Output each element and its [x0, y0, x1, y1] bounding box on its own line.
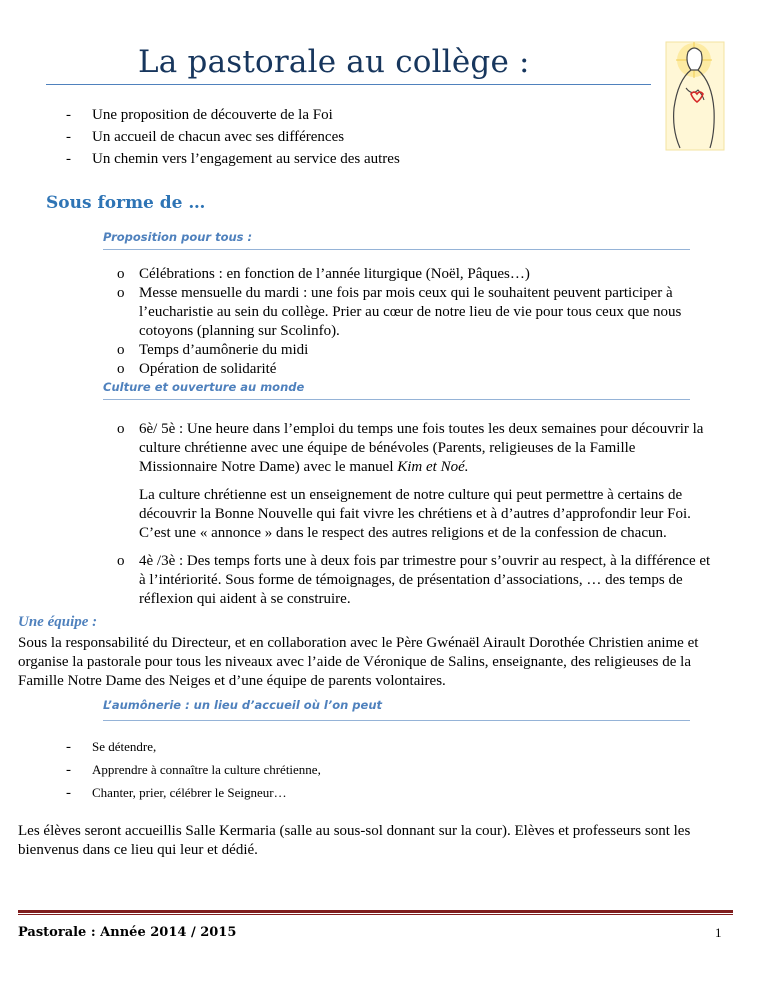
equipe-text: Sous la responsabilité du Directeur, et en collaboration avec le Père Gwénaël Airault Dorothée Christien anime et organise la pastorale pour tous les niveaux avec l’aide de Véronique de Salins, enseignante, des religieuses de la Famille Notre Dame des Neiges et d’une équipe de parents volontaires. [18, 635, 699, 689]
list-item: - Chanter, prier, célébrer le Seigneur… [66, 785, 287, 801]
list-item: - Un chemin vers l’engagement au service des autres [66, 151, 400, 167]
proposition-heading: Proposition pour tous : [103, 230, 253, 244]
culture-divider [103, 399, 690, 400]
page-title: La pastorale au collège : [138, 44, 530, 80]
page-number: 1 [715, 925, 722, 940]
culture-item-1-text: 6è/ 5è : Une heure dans l’emploi du temps une fois toutes les deux semaines pour découvrir la culture chrétienne avec une équipe de bénévoles (Parents, religieuses de la Famille Missionnaire Notre Dame) avec le manuel [139, 421, 704, 475]
aumonerie-list [66, 738, 321, 807]
list-item: o Opération de solidarité [117, 361, 277, 377]
section-heading: Sous forme de … [46, 193, 206, 213]
intro-list [66, 104, 400, 170]
equipe-heading: Une équipe : [18, 614, 98, 630]
proposition-divider [103, 249, 690, 250]
list-item: o Temps d’aumônerie du midi [117, 342, 309, 358]
culture-heading: Culture et ouverture au monde [103, 380, 305, 394]
culture-item-1: o 6è/ 5è : Une heure dans l’emploi du temps une fois toutes les deux semaines pour découvrir la culture chrétienne avec une équipe de bénévoles (Parents, religieuses de la Famille Missionnaire Notre Dame) avec le manuel Kim et Noé. [117, 421, 704, 475]
culture-paragraph: La culture chrétienne est un enseignement de notre culture qui peut permettre à certains de découvrir la Bonne Nouvelle qui fait vivre les chrétiens et à d’autres d’approfondir leur Foi. C’est une « annonce » dans le respect des autres religions et de la confession de chacun. [139, 487, 691, 541]
manual-title: Kim et Noé. [397, 459, 469, 475]
list-item: - Apprendre à connaître la culture chrétienne, [66, 762, 321, 778]
closing-text: Les élèves seront accueillis Salle Kermaria (salle au sous-sol donnant sur la cour). Elèves et professeurs sont les bienvenus dans ce lieu qui leur et dédié. [18, 823, 691, 858]
footer-year: Pastorale : Année 2014 / 2015 [18, 925, 237, 940]
culture-item-2: o 4è /3è : Des temps forts une à deux fois par trimestre pour s’ouvrir au respect, à la différence et à l’intériorité. Sous forme de témoignages, de présentation d’associations, … des temps de réflexion qui aident à se construire. [117, 553, 711, 607]
praying-figure-icon [658, 38, 728, 153]
list-item: - Une proposition de découverte de la Foi [66, 107, 333, 123]
footer-divider [18, 910, 733, 913]
list-item: - Un accueil de chacun avec ses différences [66, 129, 345, 145]
list-item: o Messe mensuelle du mardi : une fois par mois ceux qui le souhaitent peuvent participer à l’eucharistie au sein du collège. Prier au cœur de notre lieu de vie pour tous ceux que nous cotoyons (planning sur Scolinfo). [117, 285, 682, 339]
footer-divider-thin [18, 914, 733, 915]
proposition-list [117, 265, 717, 379]
list-item: o Célébrations : en fonction de l’année liturgique (Noël, Pâques…) [117, 266, 530, 282]
aumonerie-heading: L’aumônerie : un lieu d’accueil où l’on peut [103, 698, 383, 712]
aumonerie-divider [103, 720, 690, 721]
list-item: - Se détendre, [66, 739, 157, 755]
title-divider [46, 84, 651, 85]
